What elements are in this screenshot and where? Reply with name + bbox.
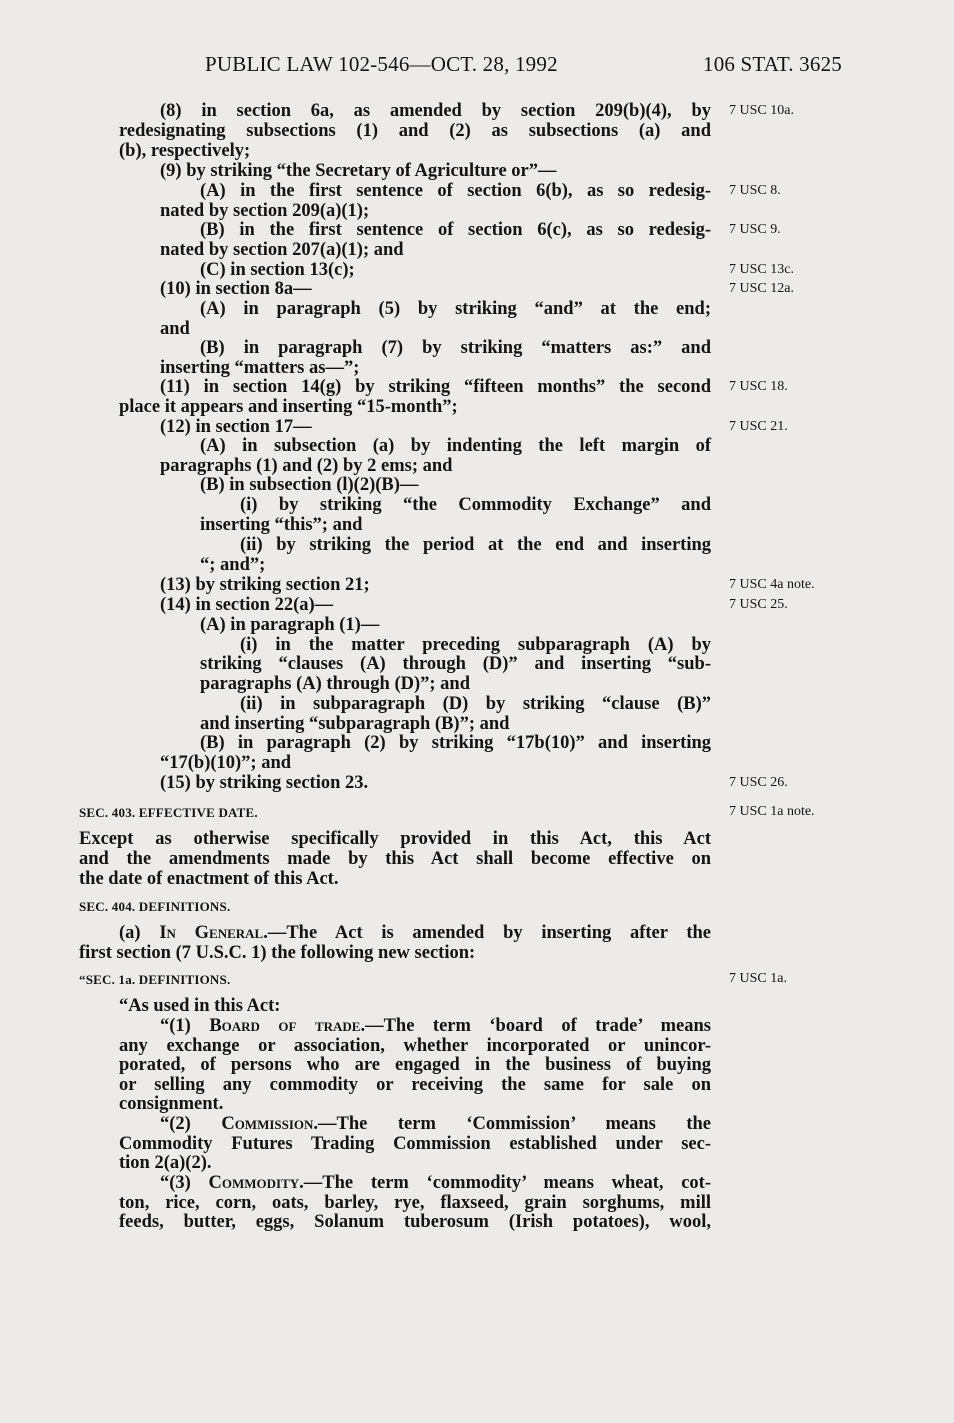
margin-note-citation: 7 USC 25.: [729, 597, 788, 612]
section-heading: SEC. 403. EFFECTIVE DATE.: [79, 805, 258, 820]
margin-note-citation: 7 USC 1a note.: [729, 804, 815, 819]
text-line: (10) in section 8a—: [160, 279, 312, 299]
text-line: paragraphs (1) and (2) by 2 ems; and: [160, 456, 453, 476]
text-line: Except as otherwise specifically provided in this Act, this Act: [79, 829, 711, 849]
text-line: (i) by striking “the Commodity Exchange” and: [240, 495, 711, 515]
text-line: porated, of persons who are engaged in the business of buying: [119, 1055, 711, 1075]
text-line: tion 2(a)(2).: [119, 1153, 212, 1173]
text-line: consignment.: [119, 1094, 224, 1114]
running-header-title: PUBLIC LAW 102-546—OCT. 28, 1992: [205, 52, 558, 76]
text-line: (B) in subsection (l)(2)(B)—: [200, 475, 419, 495]
margin-note-citation: 7 USC 18.: [729, 379, 788, 394]
text-line: “; and”;: [200, 555, 266, 575]
text-line: (b), respectively;: [119, 141, 251, 161]
text-line: redesignating subsections (1) and (2) as subsections (a) and: [119, 121, 711, 141]
margin-note-citation: 7 USC 10a.: [729, 103, 794, 118]
section-heading: SEC. 404. DEFINITIONS.: [79, 899, 231, 914]
text-line: (14) in section 22(a)—: [160, 595, 334, 615]
text-line: (11) in section 14(g) by striking “fifteen months” the second: [160, 377, 711, 397]
text-line: (B) in the first sentence of section 6(c), as so redesig-: [200, 220, 711, 240]
text-line: (C) in section 13(c);: [200, 260, 355, 280]
text-line: (ii) by striking the period at the end and inserting: [240, 535, 711, 555]
text-line: (12) in section 17—: [160, 417, 312, 437]
section-heading: “SEC. 1a. DEFINITIONS.: [79, 972, 231, 987]
margin-note-citation: 7 USC 8.: [729, 183, 781, 198]
text-line: (B) in paragraph (2) by striking “17b(10)” and inserting: [200, 733, 711, 753]
text-line: any exchange or association, whether incorporated or unincor-: [119, 1036, 711, 1056]
text-line: and the amendments made by this Act shall become effective on: [79, 849, 711, 869]
text-line: (B) in paragraph (7) by striking “matters as:” and: [200, 338, 711, 358]
text-line: feeds, butter, eggs, Solanum tuberosum (Irish potatoes), wool,: [119, 1212, 711, 1232]
text-line: place it appears and inserting “15-month”;: [119, 397, 458, 417]
margin-note-citation: 7 USC 13c.: [729, 262, 794, 277]
margin-note-citation: 7 USC 9.: [729, 222, 781, 237]
margin-note-citation: 7 USC 26.: [729, 775, 788, 790]
text-line: inserting “matters as—”;: [160, 358, 360, 378]
text-line: and: [160, 319, 190, 339]
text-line: (8) in section 6a, as amended by section 209(b)(4), by: [160, 101, 711, 121]
text-line: (i) in the matter preceding subparagraph (A) by: [240, 635, 711, 655]
text-line: ton, rice, corn, oats, barley, rye, flaxseed, grain sorghums, mill: [119, 1193, 711, 1213]
text-line: “(3) Commodity.—The term ‘commodity’ means wheat, cot-: [160, 1173, 711, 1193]
text-line: “As used in this Act:: [119, 996, 281, 1016]
text-line: “17(b)(10)”; and: [160, 753, 292, 773]
text-line: nated by section 207(a)(1); and: [160, 240, 404, 260]
margin-note-citation: 7 USC 12a.: [729, 281, 794, 296]
text-line: (A) in subsection (a) by indenting the left margin of: [200, 436, 711, 456]
text-line: (ii) in subparagraph (D) by striking “clause (B)”: [240, 694, 711, 714]
text-line: paragraphs (A) through (D)”; and: [200, 674, 470, 694]
text-line: and inserting “subparagraph (B)”; and: [200, 714, 510, 734]
text-line: (A) in paragraph (5) by striking “and” at the end;: [200, 299, 711, 319]
text-line: or selling any commodity or receiving the same for sale on: [119, 1075, 711, 1095]
margin-note-citation: 7 USC 21.: [729, 419, 788, 434]
text-line: (A) in paragraph (1)—: [200, 615, 380, 635]
text-line: Commodity Futures Trading Commission established under sec-: [119, 1134, 711, 1154]
text-line: first section (7 U.S.C. 1) the following new section:: [79, 943, 476, 963]
running-header-stat-page: 106 STAT. 3625: [703, 52, 842, 76]
text-line: the date of enactment of this Act.: [79, 869, 339, 889]
text-line: (A) in the first sentence of section 6(b), as so redesig-: [200, 181, 711, 201]
text-line: nated by section 209(a)(1);: [160, 201, 370, 221]
text-line: inserting “this”; and: [200, 515, 363, 535]
text-line: (15) by striking section 23.: [160, 773, 369, 793]
text-line: (a) In General.—The Act is amended by inserting after the: [119, 923, 712, 943]
text-line: “(1) Board of trade.—The term ‘board of trade’ means: [160, 1016, 711, 1036]
text-line: “(2) Commission.—The term ‘Commission’ means the: [160, 1114, 711, 1134]
text-line: (9) by striking “the Secretary of Agriculture or”—: [160, 161, 557, 181]
margin-note-citation: 7 USC 4a note.: [729, 577, 815, 592]
text-line: striking “clauses (A) through (D)” and inserting “sub-: [200, 654, 711, 674]
margin-note-citation: 7 USC 1a.: [729, 971, 787, 986]
text-line: (13) by striking section 21;: [160, 575, 370, 595]
